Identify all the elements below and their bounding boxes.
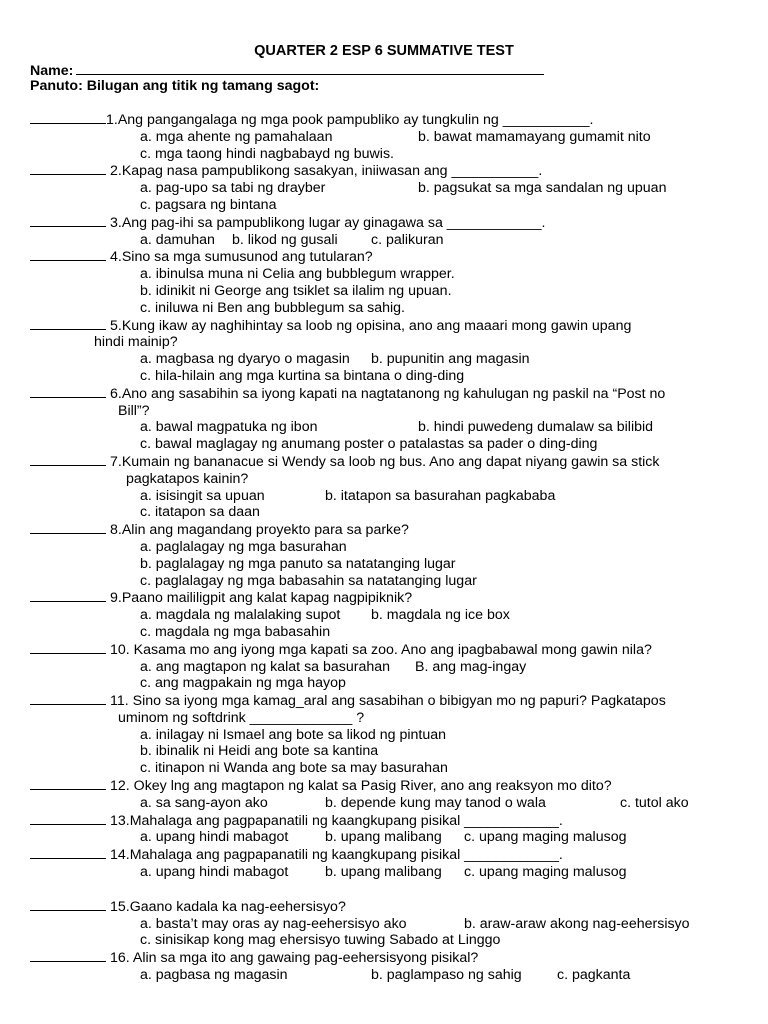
question-text: 3.Ang pag-ihi sa pampublikong lugar ay ginagawa sa ____________.	[110, 214, 546, 231]
option-c[interactable]: c. upang maging malusog	[464, 829, 627, 846]
options-row	[30, 232, 750, 249]
question-text: 1.Ang pangangalaga ng mga pook pampubliko ay tungkulin ng ___________.	[106, 112, 594, 128]
question-8	[30, 521, 750, 589]
options-row	[30, 488, 750, 505]
spacer	[30, 881, 750, 898]
name-label: Name:	[30, 63, 74, 79]
answer-blank[interactable]	[30, 777, 106, 790]
question-text: 4.Sino sa mga sumusunod ang tutularan?	[110, 249, 373, 266]
options-row	[30, 556, 750, 573]
question-15	[30, 898, 750, 949]
question-7	[30, 453, 750, 521]
option-b[interactable]: b. likod ng gusali	[232, 231, 338, 248]
answer-blank[interactable]	[30, 898, 106, 911]
options-row	[30, 266, 750, 283]
question-continuation: uminom ng softdrink _____________ ?	[118, 709, 365, 726]
answer-blank[interactable]	[30, 589, 106, 602]
question-16	[30, 949, 750, 984]
answer-blank[interactable]	[30, 385, 106, 398]
page-title: QUARTER 2 ESP 6 SUMMATIVE TEST	[254, 43, 514, 59]
option-a[interactable]: a. paglalagay ng mga basurahan	[140, 538, 347, 555]
option-c[interactable]: c. iniluwa ni Ben ang bubblegum sa sahig.	[140, 299, 406, 316]
answer-blank[interactable]	[30, 641, 106, 654]
question-continuation: Bill”?	[118, 402, 150, 419]
option-b[interactable]: b. hindi puwedeng dumalaw sa bilibid	[418, 419, 654, 436]
options-row	[30, 197, 750, 214]
option-c[interactable]: c. itatapon sa daan	[140, 504, 260, 521]
question-5	[30, 317, 750, 385]
option-a[interactable]: a. upang hindi mabagot	[140, 864, 289, 881]
options-row	[30, 916, 750, 933]
options-row	[30, 436, 750, 453]
question-9	[30, 589, 750, 640]
question-continuation: hindi mainip?	[94, 334, 178, 351]
instruction: Panuto: Bilugan ang titik ng tamang sagot:	[30, 78, 320, 94]
option-c[interactable]: c. hila-hilain ang mga kurtina sa bintana o ding-ding	[140, 367, 465, 384]
option-a[interactable]: a. sa sang-ayon ako	[140, 794, 268, 811]
options-row	[30, 504, 750, 521]
question-text: 11. Sino sa iyong mga kamag_aral ang sasabihan o bibigyan mo ng papuri? Pagkatapos	[110, 693, 666, 710]
option-a[interactable]: a. pag-upo sa tabi ng drayber	[140, 180, 326, 197]
option-c[interactable]: c. bawal maglagay ng anumang poster o patalastas sa pader o ding-ding	[140, 436, 598, 453]
answer-blank[interactable]	[30, 949, 106, 962]
option-a[interactable]: a. ang magtapon ng kalat sa basurahan	[140, 658, 391, 675]
option-b[interactable]: b. depende kung may tanod o wala	[325, 794, 546, 811]
option-c[interactable]: c. pagsara ng bintana	[140, 196, 277, 213]
question-3	[30, 214, 750, 249]
option-b[interactable]: b. paglampaso ng sahig	[371, 967, 522, 984]
option-b[interactable]: b. upang malibang	[325, 864, 442, 881]
option-a[interactable]: a. damuhan	[140, 231, 215, 248]
question-14	[30, 846, 750, 881]
option-a[interactable]: a. mga ahente ng pamahalaan	[140, 128, 333, 145]
options-row	[30, 932, 750, 949]
options-row	[30, 419, 750, 436]
option-b[interactable]: b. bawat mamamayang gumamit nito	[418, 128, 651, 145]
answer-blank[interactable]	[30, 521, 106, 534]
question-4	[30, 248, 750, 316]
options-row	[30, 573, 750, 590]
option-a[interactable]: a. upang hindi mabagot	[140, 829, 289, 846]
option-a[interactable]: a. pagbasa ng magasin	[140, 967, 288, 984]
options-row	[30, 864, 750, 881]
name-blank-line[interactable]	[76, 61, 544, 75]
option-b[interactable]: b. paglalagay ng mga panuto sa natatanging lugar	[140, 555, 456, 572]
answer-blank[interactable]	[30, 317, 106, 330]
option-b[interactable]: b. idinikit ni George ang tsiklet sa ilalim ng upuan.	[140, 282, 452, 299]
option-c[interactable]: c. ang magpakain ng mga hayop	[140, 675, 346, 692]
option-a[interactable]: a. inilagay ni Ismael ang bote sa likod ng pintuan	[140, 726, 447, 743]
option-a[interactable]: a. ibinulsa muna ni Celia ang bubblegum wrapper.	[140, 266, 455, 283]
question-text: 6.Ano ang sasabihin sa iyong kapati na nagtatanong ng kahulugan ng paskil na “Post no	[110, 385, 666, 402]
question-text: 8.Alin ang magandang proyekto para sa parke?	[110, 522, 409, 539]
question-text: 7.Kumain ng bananacue si Wendy sa loob ng bus. Ano ang dapat niyang gawin sa stick	[110, 453, 660, 470]
options-row	[30, 675, 750, 692]
option-c[interactable]: c. itinapon ni Wanda ang bote sa may basurahan	[140, 760, 448, 777]
option-a[interactable]: a. basta’t may oras ay nag-eehersisyo ako	[140, 915, 407, 932]
options-row	[30, 727, 750, 744]
options-row	[30, 760, 750, 777]
option-c[interactable]: c. pagkanta	[557, 967, 631, 984]
option-c[interactable]: c. sinisikap kong mag ehersisyo tuwing Sabado at Linggo	[140, 932, 501, 949]
question-1	[30, 111, 750, 162]
question-text: 5.Kung ikaw ay naghihintay sa loob ng opisina, ano ang maaari mong gawin upang	[110, 317, 632, 334]
answer-blank[interactable]	[30, 846, 106, 859]
option-c[interactable]: c. paglalagay ng mga babasahin sa natatanging lugar	[140, 572, 477, 589]
question-10	[30, 641, 750, 692]
option-b[interactable]: b. araw-araw akong nag-eehersisyo	[464, 915, 690, 932]
option-c[interactable]: c. magdala ng mga babasahin	[140, 623, 331, 640]
question-13	[30, 812, 750, 847]
option-c[interactable]: c. palikuran	[371, 231, 444, 248]
option-b[interactable]: b. pupunitin ang magasin	[371, 351, 530, 368]
options-row	[30, 967, 750, 984]
options-row	[30, 795, 750, 812]
question-2	[30, 162, 750, 213]
answer-blank[interactable]	[30, 162, 106, 175]
option-b[interactable]: b. magdala ng ice box	[371, 607, 510, 624]
option-b[interactable]: b. pagsukat sa mga sandalan ng upuan	[418, 180, 667, 197]
question-text: 12. Okey lng ang magtapon ng kalat sa Pasig River, ano ang reaksyon mo dito?	[110, 778, 612, 795]
option-a[interactable]: a. magdala ng malalaking supot	[140, 607, 341, 624]
options-row	[30, 743, 750, 760]
option-b[interactable]: b. ibinalik ni Heidi ang bote sa kantina	[140, 743, 379, 760]
name-row	[30, 61, 544, 80]
option-c[interactable]: c. upang maging malusog	[464, 864, 627, 881]
options-row	[30, 129, 750, 146]
option-a[interactable]: a. magbasa ng dyaryo o magasin	[140, 351, 350, 368]
options-row	[30, 607, 750, 624]
question-text: 15.Gaano kadala ka nag-eehersisyo?	[110, 898, 346, 915]
options-row	[30, 539, 750, 556]
option-a[interactable]: a. bawal magpatuka ng ibon	[140, 419, 318, 436]
answer-blank[interactable]	[30, 692, 106, 705]
option-c[interactable]: c. mga taong hindi nagbabayd ng buwis.	[140, 145, 394, 162]
question-list	[30, 111, 750, 984]
question-6	[30, 385, 750, 453]
answer-blank[interactable]	[30, 111, 106, 124]
options-row	[30, 300, 750, 317]
options-row	[30, 146, 750, 163]
question-text: 2.Kapag nasa pampublikong sasakyan, iniiwasan ang ___________.	[110, 163, 543, 180]
answer-blank[interactable]	[30, 453, 106, 466]
options-row	[30, 829, 750, 846]
answer-blank[interactable]	[30, 812, 106, 825]
question-11	[30, 692, 750, 777]
question-text: 13.Mahalaga ang pagpapanatili ng kaangkupang pisikal ____________.	[110, 812, 563, 829]
question-text: 10. Kasama mo ang iyong mga kapati sa zoo. Ano ang ipagbabawal mong gawin nila?	[110, 641, 652, 658]
question-text: 14.Mahalaga ang pagpapanatili ng kaangkupang pisikal ____________.	[110, 847, 563, 864]
option-c[interactable]: c. tutol ako	[620, 794, 689, 811]
answer-blank[interactable]	[30, 214, 106, 227]
option-b[interactable]: b. upang malibang	[325, 829, 442, 846]
options-row	[30, 624, 750, 641]
options-row	[30, 283, 750, 300]
option-a[interactable]: a. isisingit sa upuan	[140, 487, 265, 504]
option-b[interactable]: B. ang mag-ingay	[415, 658, 527, 675]
options-row	[30, 351, 750, 368]
question-12	[30, 777, 750, 812]
options-row	[30, 659, 750, 676]
options-row	[30, 368, 750, 385]
answer-blank[interactable]	[30, 248, 106, 261]
question-continuation: pagkatapos kainin?	[126, 470, 249, 487]
options-row	[30, 180, 750, 197]
option-b[interactable]: b. itatapon sa basurahan pagkababa	[325, 487, 556, 504]
question-text: 9.Paano maililigpit ang kalat kapag nagpipiknik?	[110, 590, 413, 607]
question-text: 16. Alin sa mga ito ang gawaing pag-eehersisyong pisikal?	[110, 950, 479, 967]
